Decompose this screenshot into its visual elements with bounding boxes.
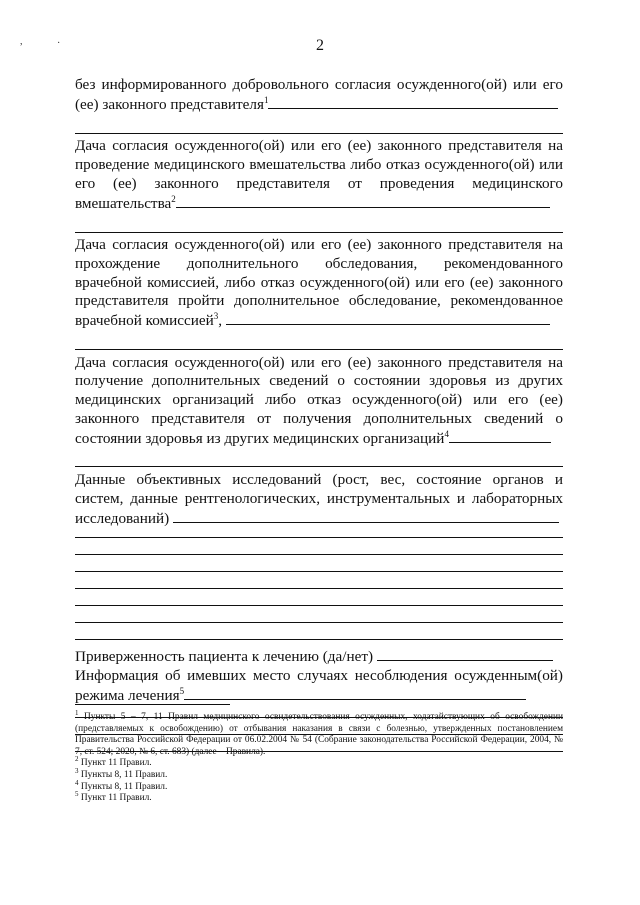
answer-blank[interactable] [184, 686, 526, 700]
field-label: Дача согласия осужденного(ой) или его (ее) законного представителя на получение дополнительных сведений о состоянии здоровья из других медицинских организаций либо отказ осужденного(ой) или его (ее) законного представителя от получения дополнительных сведений о состоянии здоровья из других медицинских организаций [75, 353, 563, 447]
footnote-number: 3 [75, 766, 79, 775]
footnote-text: Пункты 5 – 7, 11 Правил медицинского освидетельствования осужденных, ходатайствующих об освобождении (представляемых к освобождению) от отбывания наказания в связи с болезнью, утвержденных постановлением Правительства Российской Федерации от 06.02.2004 № 54 (Собрание законодательства Российской Федерации, 2004, № 7, ст. 524; 2020, № 6, ст. 683) (далее – Правила). [75, 712, 564, 757]
margin-mark: · [57, 38, 61, 49]
answer-line[interactable] [75, 133, 563, 134]
objective-examination-field [75, 471, 563, 528]
answer-line[interactable] [75, 554, 563, 555]
footnote-ref: 3 [213, 310, 219, 321]
footnote-ref: 2 [171, 193, 176, 204]
footnote-text: Пункты 8, 11 Правил. [80, 769, 168, 780]
answer-line[interactable] [75, 537, 563, 538]
consent-without-representative-field [75, 76, 563, 114]
answer-line[interactable] [75, 349, 563, 350]
field-punct: , [218, 312, 223, 330]
footnote-ref: 1 [263, 94, 269, 105]
footnote [75, 790, 563, 805]
treatment-noncompliance-field [75, 667, 563, 705]
treatment-adherence-field [75, 647, 563, 667]
page-number: 2 [316, 37, 324, 54]
field-label: Информация об имевших место случаях несоблюдения осужденным(ой) режима лечения [75, 667, 563, 704]
footnote-ref: 4 [444, 428, 449, 439]
footnote-ref: 5 [179, 685, 185, 696]
footnote [75, 708, 564, 758]
field-label: Данные объективных исследований (рост, вес, состояние органов и систем, данные рентгенологических, инструментальных и лабораторных исследований) [75, 471, 563, 527]
footnote-text: Пункт 11 Правил. [80, 758, 152, 769]
answer-blank[interactable] [173, 509, 559, 523]
answer-line[interactable] [75, 588, 563, 589]
answer-blank[interactable] [268, 95, 558, 109]
answer-blank[interactable] [226, 311, 550, 325]
footnote-text: Пункт 11 Правил. [80, 793, 152, 804]
field-label: Дача согласия осужденного(ой) или его (ее) законного представителя на проведение медицинского вмешательства либо отказ осужденного(ой) или его (ее) законного представителя от проведения медицинского вмешательства [75, 137, 563, 212]
answer-line[interactable] [75, 605, 563, 606]
form-body [75, 76, 563, 752]
additional-information-consent-field [75, 354, 563, 449]
footnote-number: 5 [75, 790, 79, 799]
answer-line[interactable] [75, 571, 563, 572]
footnote-text: Пункты 8, 11 Правил. [80, 781, 168, 792]
answer-line[interactable] [75, 466, 563, 467]
additional-examination-consent-field [75, 236, 563, 331]
footnote [75, 755, 563, 770]
answer-line[interactable] [75, 639, 563, 640]
answer-blank[interactable] [176, 194, 550, 208]
footnote-number: 4 [75, 778, 79, 787]
medical-intervention-consent-field [75, 137, 563, 213]
footnote [75, 778, 563, 794]
answer-blank[interactable] [377, 647, 553, 661]
footnote-separator [75, 704, 230, 705]
footnote-number: 2 [75, 755, 79, 764]
answer-blank[interactable] [449, 429, 551, 443]
footnote [75, 766, 563, 782]
margin-mark: , [20, 36, 23, 47]
footnote-number: 1 [75, 708, 79, 717]
answer-line[interactable] [75, 622, 563, 623]
answer-line[interactable] [75, 232, 563, 233]
footnotes [75, 708, 564, 805]
field-label: Приверженность пациента к лечению (да/нет) [75, 648, 374, 666]
field-label: без информированного добровольного согласия осужденного(ой) или его (ее) законного представителя [75, 76, 563, 113]
field-label: Дача согласия осужденного(ой) или его (ее) законного представителя на прохождение дополнительного обследования, рекомендованного врачебной комиссией, либо отказ осужденного(ой) или его (ее) законного представителя пройти дополнительное обследование, рекомендованное врачебной комиссией [75, 236, 563, 330]
